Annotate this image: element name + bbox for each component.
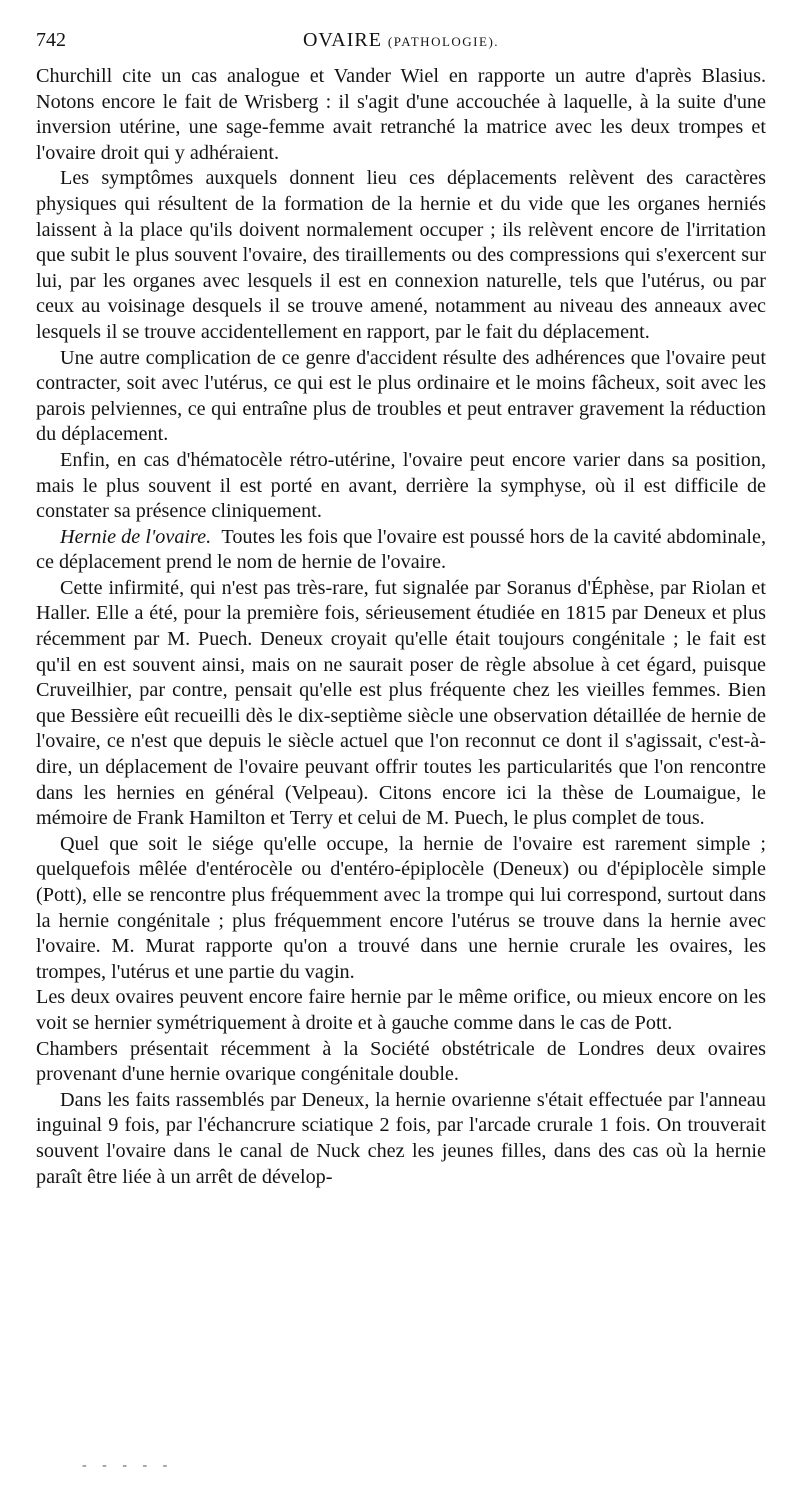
paragraph-4: Enfin, en cas d'hématocèle rétro-utérine, l'ovaire peut encore varier dans sa position, mais le plus souvent il est porté en avant, derrière la symphyse, où il est difficile de constater sa présence cliniquement.	[36, 448, 766, 523]
paragraph-8: Les deux ovaires peuvent encore faire hernie par le même orifice, ou mieux encore on les voit se hernier symétriquement à droite et à gauche comme dans le cas de Pott.	[36, 986, 766, 1034]
running-head	[36, 28, 766, 52]
paragraph-2: Les symptômes auxquels donnent lieu ces déplacements relèvent des caractères physiques qui résultent de la formation de la hernie et du vide que les organes herniés laissent à la place qu'ils doivent normalement occuper ; ils relèvent encore de l'irritation que subit le plus souvent l'ovaire, des tiraillements ou des compressions qui s'exercent sur lui, par les organes avec lesquels il est en connexion naturelle, tels que l'utérus, ou par ceux au voisinage desquels il se trouve amené, notamment au niveau des anneaux avec lesquels il se trouve accidentellement en rapport, par le fait du déplacement.	[36, 167, 766, 343]
footer-marks: - - - - -	[82, 1458, 174, 1473]
paragraph-7: Quel que soit le siége qu'elle occupe, la hernie de l'ovaire est rarement simple ; quelquefois mêlée d'entérocèle ou d'entéro-épiplocèle (Deneux) ou d'épiplocèle simple (Pott), elle se rencontre plus fréquemment avec la trompe qui lui correspond, surtout dans la hernie congénitale ; plus fréquemment encore l'utérus se trouve dans la hernie avec l'ovaire. M. Murat rapporte qu'on a trouvé dans une hernie crurale les ovaires, les trompes, l'utérus et une partie du vagin.	[36, 832, 766, 983]
page-number: 742	[36, 29, 66, 51]
body-text	[36, 64, 766, 1190]
running-title-sub: (PATHOLOGIE).	[387, 34, 500, 49]
paragraph-10: Dans les faits rassemblés par Deneux, la hernie ovarienne s'était effectuée par l'anneau inguinal 9 fois, par l'échancrure sciatique 2 fois, par l'arcade crurale 1 fois. On trouverait souvent l'ovaire dans le canal de Nuck chez les jeunes filles, dans des cas où la hernie paraît être liée à un arrêt de dévelop-	[36, 1088, 766, 1188]
paragraph-3: Une autre complication de ce genre d'accident résulte des adhérences que l'ovaire peut contracter, soit avec l'utérus, ce qui est le plus ordinaire et le moins fâcheux, soit avec les parois pelviennes, ce qui entraîne plus de troubles et peut entraver gravement la réduction du déplacement.	[36, 346, 766, 446]
paragraph-6: Cette infirmité, qui n'est pas très-rare, fut signalée par Soranus d'Éphèse, par Riolan et Haller. Elle a été, pour la première fois, sérieusement étudiée en 1815 par Deneux et plus récemment par M. Puech. Deneux croyait qu'elle était toujours congénitale ; le fait est qu'il en est souvent ainsi, mais on ne saurait poser de règle absolue à cet égard, puisque Cruveilhier, par contre, pensait qu'elle est plus fréquente chez les vieilles femmes. Bien que Bessière eût recueilli dès le dix-septième siècle une observation détaillée de hernie de l'ovaire, ce n'est que depuis le siècle actuel que l'on reconnut ce dont il s'agissait, c'est-à-dire, un déplacement de l'ovaire peuvant offrir toutes les particularités que l'on rencontre dans les hernies en général (Velpeau). Citons encore ici la thèse de Loumaigue, le mémoire de Frank Hamilton et Terry et celui de M. Puech, le plus complet de tous.	[36, 576, 766, 830]
paragraph-1: Churchill cite un cas analogue et Vander Wiel en rapporte un autre d'après Blasius. Notons encore le fait de Wrisberg : il s'agit d'une accouchée à laquelle, à la suite d'une inversion utérine, une sage-femme avait retranché la matrice avec les deux trompes et l'ovaire droit qui y adhéraient.	[36, 65, 766, 164]
paragraph-9: Chambers présentait récemment à la Société obstétricale de Londres deux ovaires provenant d'une hernie ovarique congénitale double.	[36, 1037, 766, 1086]
paragraph-5	[36, 525, 766, 576]
running-title	[36, 28, 766, 54]
paragraph-5-text: Toutes les fois que l'ovaire est poussé hors de la cavité abdominale, ce déplacement prend le nom de hernie de l'ovaire.	[36, 525, 766, 574]
section-heading: Hernie de l'ovaire.	[60, 525, 212, 548]
running-title-main: OVAIRE	[302, 29, 382, 51]
